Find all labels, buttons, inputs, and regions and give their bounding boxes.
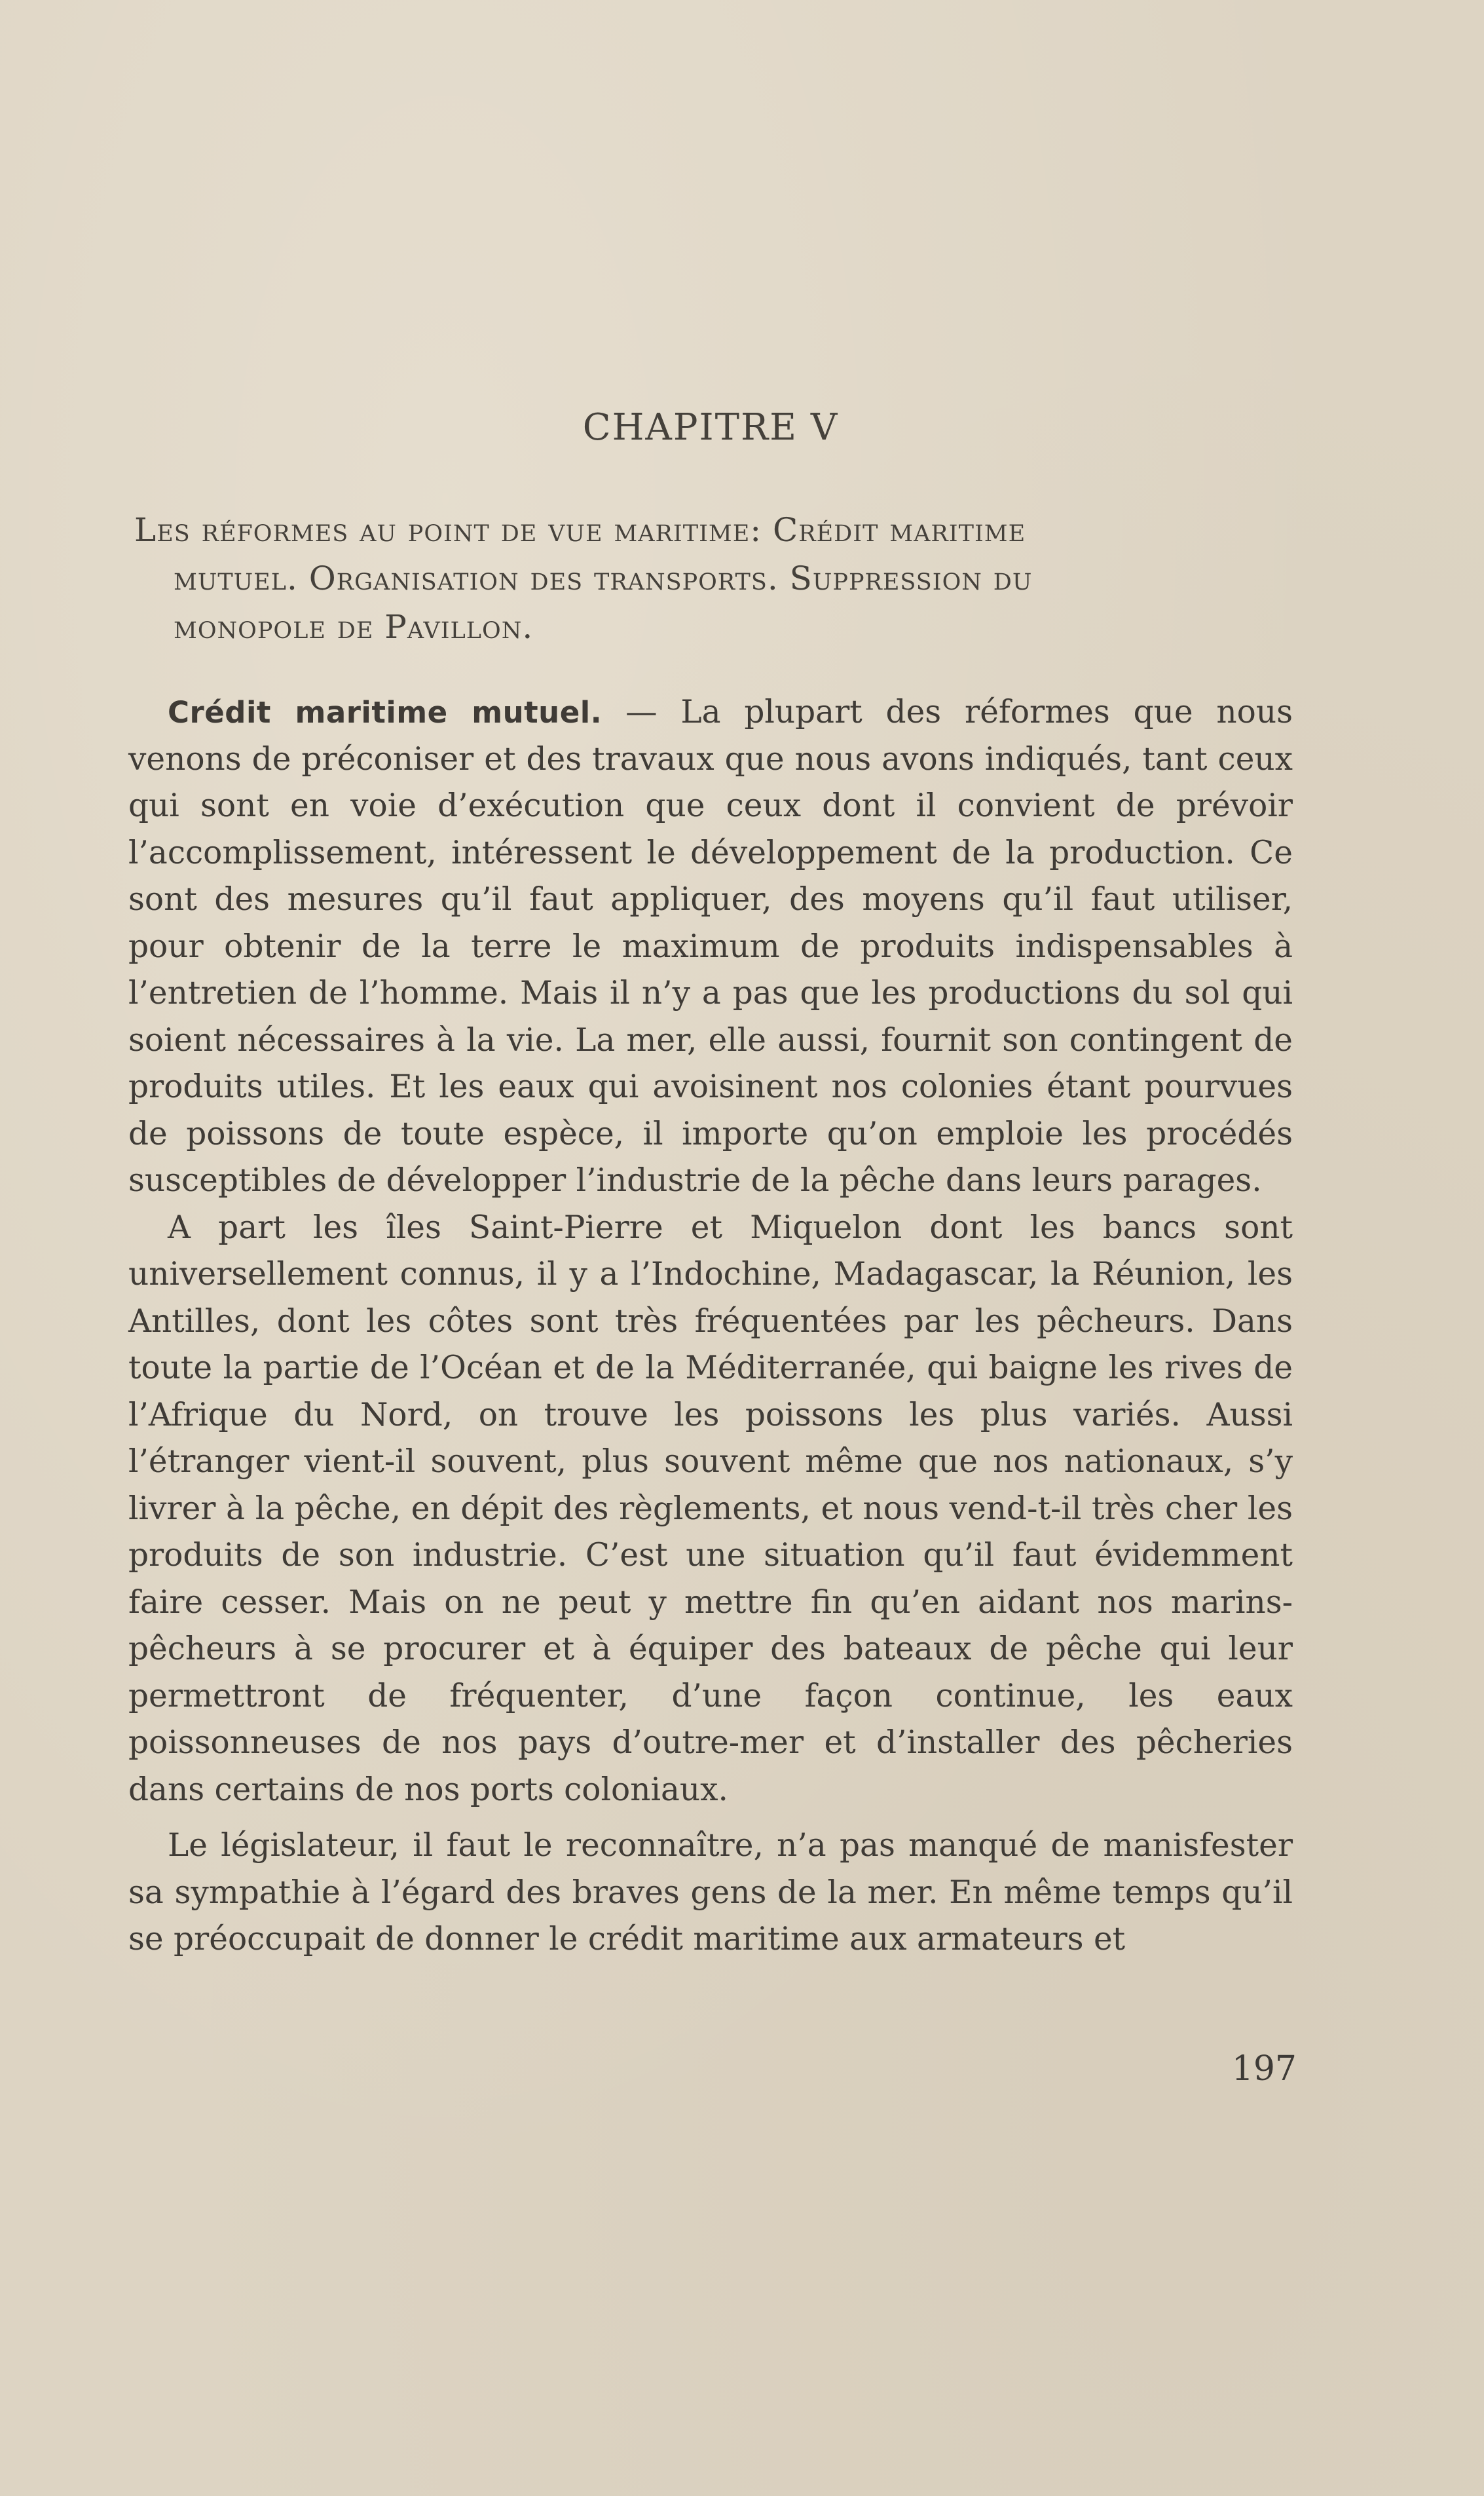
- page-number: 197: [1231, 2049, 1297, 2089]
- paragraph-1-text: — La plupart des réformes que nous venons de préconiser et des travaux que nous avons indiqués, tant ceux qui sont en voie d’exécution que ceux dont il convient de prévoir l’accomplissement, intéressent le développement de la production. Ce sont des mesures qu’il faut appliquer, des moyens qu’il faut utiliser, pour obtenir de la terre le maximum de produits indispensables à l’entretien de l’homme. Mais il n’y a pas que les productions du sol qui soient nécessaires à la vie. La mer, elle aussi, fournit son contingent de produits utiles. Et les eaux qui avoisinent nos colonies étant pourvues de poissons de toute espèce, il importe qu’on emploie les procédés susceptibles de développer l’industrie de la pêche dans leurs parages.: [128, 694, 1293, 1199]
- section-heading: [134, 506, 1293, 651]
- section-heading-line-1: Les réformes au point de vue maritime: Crédit maritime: [134, 511, 1026, 549]
- paragraph-3: Le législateur, il faut le reconnaître, n’a pas manqué de manisfester sa sympathie à l’égard des braves gens de la mer. En même temps qu’il se préoccupait de donner le crédit maritime aux armateurs et: [128, 1827, 1293, 1957]
- chapter-title: CHAPITRE V: [582, 406, 839, 449]
- section-heading-line-3: monopole de Pavillon.: [174, 608, 534, 646]
- body-text: [128, 689, 1293, 1963]
- section-heading-line-2: mutuel. Organisation des transports. Suppression du: [174, 559, 1033, 597]
- paragraph-lead: Crédit maritime mutuel.: [168, 695, 603, 730]
- paragraph-2: A part les îles Saint-Pierre et Miquelon dont les bancs sont universellement connus, il y a l’Indochine, Madagascar, la Réunion, les Antilles, dont les côtes sont très fréquentées par les pêcheurs. Dans toute la partie de l’Océan et de la Méditerranée, qui baigne les rives de l’Afrique du Nord, on trouve les poissons les plus variés. Aussi l’étranger vient-il souvent, plus souvent même que nos nationaux, s’y livrer à la pêche, en dépit des règlements, et nous vend-t-il très cher les produits de son industrie. C’est une situation qu’il faut évidemment faire cesser. Mais on ne peut y mettre fin qu’en aidant nos marins-pêcheurs à se procurer et à équiper des bateaux de pêche qui leur permettront de fréquenter, d’une façon continue, les eaux poissonneuses de nos pays d’outre-mer et d’installer des pêcheries dans certains de nos ports coloniaux.: [128, 1209, 1293, 1808]
- paragraph-1: [128, 689, 1293, 1205]
